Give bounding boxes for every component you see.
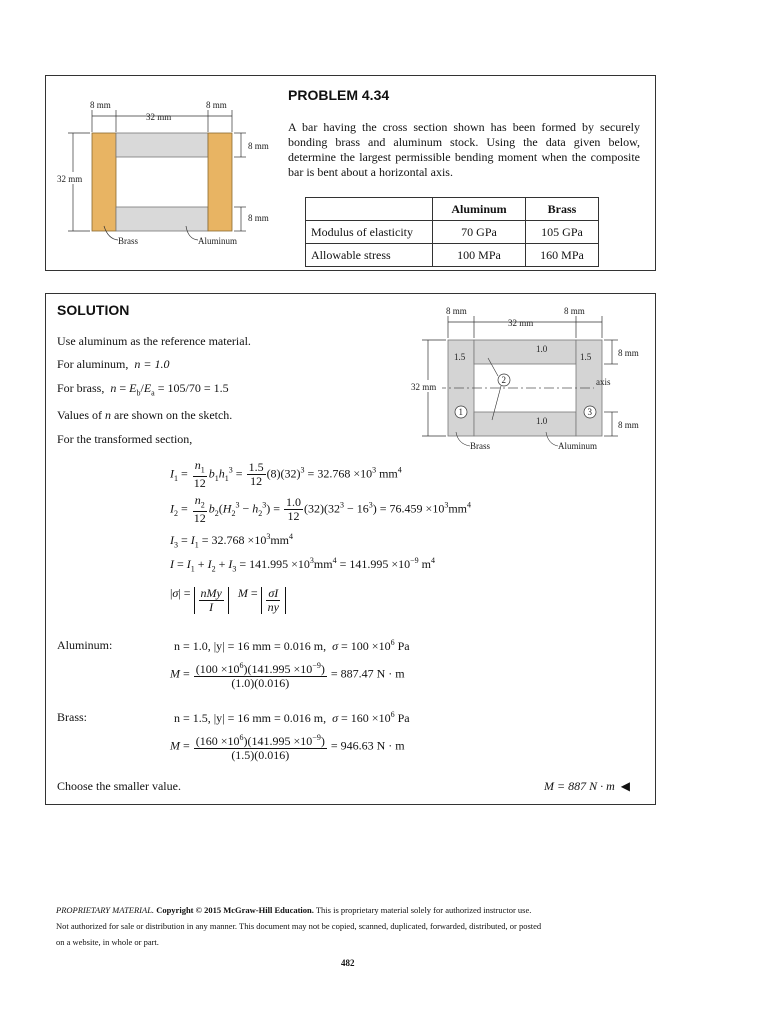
aluminum-den: (1.0)(0.016) — [231, 676, 290, 690]
table-row — [306, 221, 599, 244]
text-shown-on-sketch: are shown on the sketch. — [114, 408, 233, 422]
sketch-circle-3: 3 — [587, 407, 592, 417]
equation-i1: $I_1$ = $\frac{n_1}{12}$ $b_1h_1^3$ = $\frac{1.5}{12}$ $(8)(32)^3 = 32.768 \times 10^3$ $mm^4$ — [170, 458, 402, 491]
sketch-n-left: 1.5 — [454, 352, 466, 362]
aluminum-sigma: = 100 ×10 — [338, 639, 391, 653]
text-for-brass: For brass, — [57, 381, 105, 395]
table-header-row — [306, 198, 599, 221]
i2-substitution: (32)(32 — [304, 501, 340, 516]
table-header-cell: Brass — [526, 198, 599, 221]
problem-panel — [45, 75, 656, 271]
aluminum-cond-text: n = 1.0, |y| = 16 mm = 0.016 m, — [174, 639, 327, 653]
dim-right-width: 8 mm — [206, 100, 227, 110]
final-answer-text: M = 887 N · m — [544, 779, 615, 793]
brass-left-bar — [92, 133, 116, 231]
aluminum-bottom-bar — [116, 207, 208, 231]
sketch-axis-label: axis — [596, 377, 611, 387]
solution-line-aluminum — [57, 357, 169, 372]
n-aluminum: n = 1.0 — [134, 357, 170, 371]
solution-panel — [45, 293, 656, 805]
problem-statement: A bar having the cross section shown has been formed by securely bonding brass and aluminum stock. Using the data given below, determine the largest permissible bending moment when the composite bar is bent about a horizontal axis. — [288, 120, 640, 179]
footer-copyright — [56, 902, 656, 950]
sketch-circle-1: 1 — [458, 407, 463, 417]
brass-result: = 946.63 N · m — [327, 738, 405, 753]
table-header-cell — [306, 198, 433, 221]
sketch-dim-left: 8 mm — [446, 306, 467, 316]
dim-bottom-height: 8 mm — [248, 213, 269, 223]
solution-line-values: Values of n are shown on the sketch. — [57, 408, 233, 422]
brass-right-bar — [208, 133, 232, 231]
footer-copyright-holder: Copyright © 2015 McGraw-Hill Education. — [156, 905, 314, 915]
choose-text: Choose the smaller value. — [57, 779, 181, 793]
aluminum-label: Aluminum: — [57, 638, 113, 652]
table-cell: Allowable stress — [306, 244, 433, 267]
problem-figure — [46, 76, 286, 272]
sketch-dim-top: 8 mm — [618, 348, 639, 358]
brass-conditions: n = 1.5, |y| = 16 mm = 0.016 m, $\sigma = 160 \times 10^6$ Pa — [174, 710, 410, 725]
table-cell: 160 MPa — [526, 244, 599, 267]
page-number: 482 — [341, 958, 355, 968]
brass-sigma: = 160 ×10 — [338, 711, 391, 725]
aluminum-moment: M = $\frac{(100 \times 10^6)(141.995 \times 10^{-9})}{(1.0)(0.016)}$ = 887.47 N · m — [170, 661, 405, 690]
sketch-n-top: 1.0 — [536, 344, 548, 354]
sketch-label-aluminum: Aluminum — [558, 441, 598, 451]
aluminum-num: (100 ×10 — [195, 662, 240, 676]
sketch-dim-total: 32 mm — [411, 382, 437, 392]
table-cell: 100 MPa — [433, 244, 526, 267]
sketch-dim-bottom: 8 mm — [618, 420, 639, 430]
sketch-n-right: 1.5 — [580, 352, 592, 362]
text-for-aluminum: For aluminum, — [57, 357, 129, 371]
footer-text-2: Not authorized for sale or distribution in any manner. This document may not be copied, scanned, duplicated, forwarded, distributed, or posted — [56, 921, 542, 931]
label-brass: Brass — [118, 236, 138, 246]
table-cell: 70 GPa — [433, 221, 526, 244]
i1-substitution: (8)(32) — [266, 466, 301, 481]
solution-line-brass: For brass, $n = E_b/E_a = 105/70 = 1.5$ — [57, 381, 229, 398]
i3-result: = 32.768 ×10 — [198, 533, 267, 547]
brass-moment: M = $\frac{(160 \times 10^6)(141.995 \times 10^{-9})}{(1.5)(0.016)}$ = 946.63 N · m — [170, 733, 405, 762]
dim-left-width: 8 mm — [90, 100, 111, 110]
table-row — [306, 244, 599, 267]
brass-num: (160 ×10 — [195, 734, 240, 748]
table-header-cell: Aluminum — [433, 198, 526, 221]
sketch-circle-2: 2 — [501, 375, 506, 385]
table-cell: 105 GPa — [526, 221, 599, 244]
final-answer — [544, 779, 630, 794]
i-total-mm: = 141.995 ×10 — [236, 557, 310, 571]
transformed-section-sketch — [406, 300, 646, 460]
material-properties-table — [305, 197, 599, 267]
i2-result: ) = 76.459 ×10 — [372, 501, 445, 516]
footer-text-1: This is proprietary material solely for authorized instructor use. — [313, 905, 532, 915]
solution-line-reference: Use aluminum as the reference material. — [57, 334, 251, 348]
sketch-dim-right: 8 mm — [564, 306, 585, 316]
equation-i3: $I_3 = I_1 = 32.768 \times 10^3mm^4$ — [170, 532, 293, 550]
footer-text-3: on a website, in whole or part. — [56, 937, 159, 947]
text-values-of: Values of — [57, 408, 102, 422]
solution-title: SOLUTION — [57, 302, 130, 318]
i1-result: = 32.768 ×10 — [304, 466, 373, 481]
aluminum-top-bar — [116, 133, 208, 157]
aluminum-result: = 887.47 N · m — [327, 666, 405, 681]
table-cell: Modulus of elasticity — [306, 221, 433, 244]
answer-arrow-icon: ◀ — [620, 779, 630, 793]
dim-top-height: 8 mm — [248, 141, 269, 151]
solution-line-transformed: For the transformed section, — [57, 432, 193, 446]
sketch-n-bottom: 1.0 — [536, 416, 548, 426]
label-aluminum: Aluminum — [198, 236, 238, 246]
sketch-bottom-bar — [474, 412, 576, 436]
brass-label: Brass: — [57, 710, 87, 724]
aluminum-conditions: n = 1.0, |y| = 16 mm = 0.016 m, $\sigma = 100 \times 10^6$ Pa — [174, 638, 410, 653]
equation-stress: |σ| = $\frac{\text{nMy}}{I}$ M = $\frac{\sigma I}{ny}$ — [170, 586, 286, 614]
dim-middle-width: 32 mm — [146, 112, 172, 122]
dim-total-height: 32 mm — [57, 174, 83, 184]
i-total-m: = 141.995 ×10 — [336, 557, 411, 571]
brass-den: (1.5)(0.016) — [231, 748, 290, 762]
sketch-dim-middle: 32 mm — [508, 318, 534, 328]
equation-i-total: $I = I_1 + I_2 + I_3 = 141.995 \times 10^3mm^4 = 141.995 \times 10^{-9}$ $m^4$ — [170, 556, 435, 574]
equation-i2: $I_2$ = $\frac{n_2}{12}$ $b_2(H_2^3 - h_2^3)$ = $\frac{1.0}{12}$ $(32)(32^3 - 16^3) = 76.459 \times 10^3mm^4$ — [170, 493, 471, 526]
sketch-label-brass: Brass — [470, 441, 490, 451]
brass-cond-text: n = 1.5, |y| = 16 mm = 0.016 m, — [174, 711, 327, 725]
n-brass-value: = 105/70 = 1.5 — [157, 381, 229, 395]
footer-proprietary: PROPRIETARY MATERIAL. — [56, 905, 155, 915]
problem-title: PROBLEM 4.34 — [288, 87, 390, 103]
brass-num2: )(141.995 ×10 — [243, 734, 313, 748]
aluminum-num2: )(141.995 ×10 — [243, 662, 313, 676]
